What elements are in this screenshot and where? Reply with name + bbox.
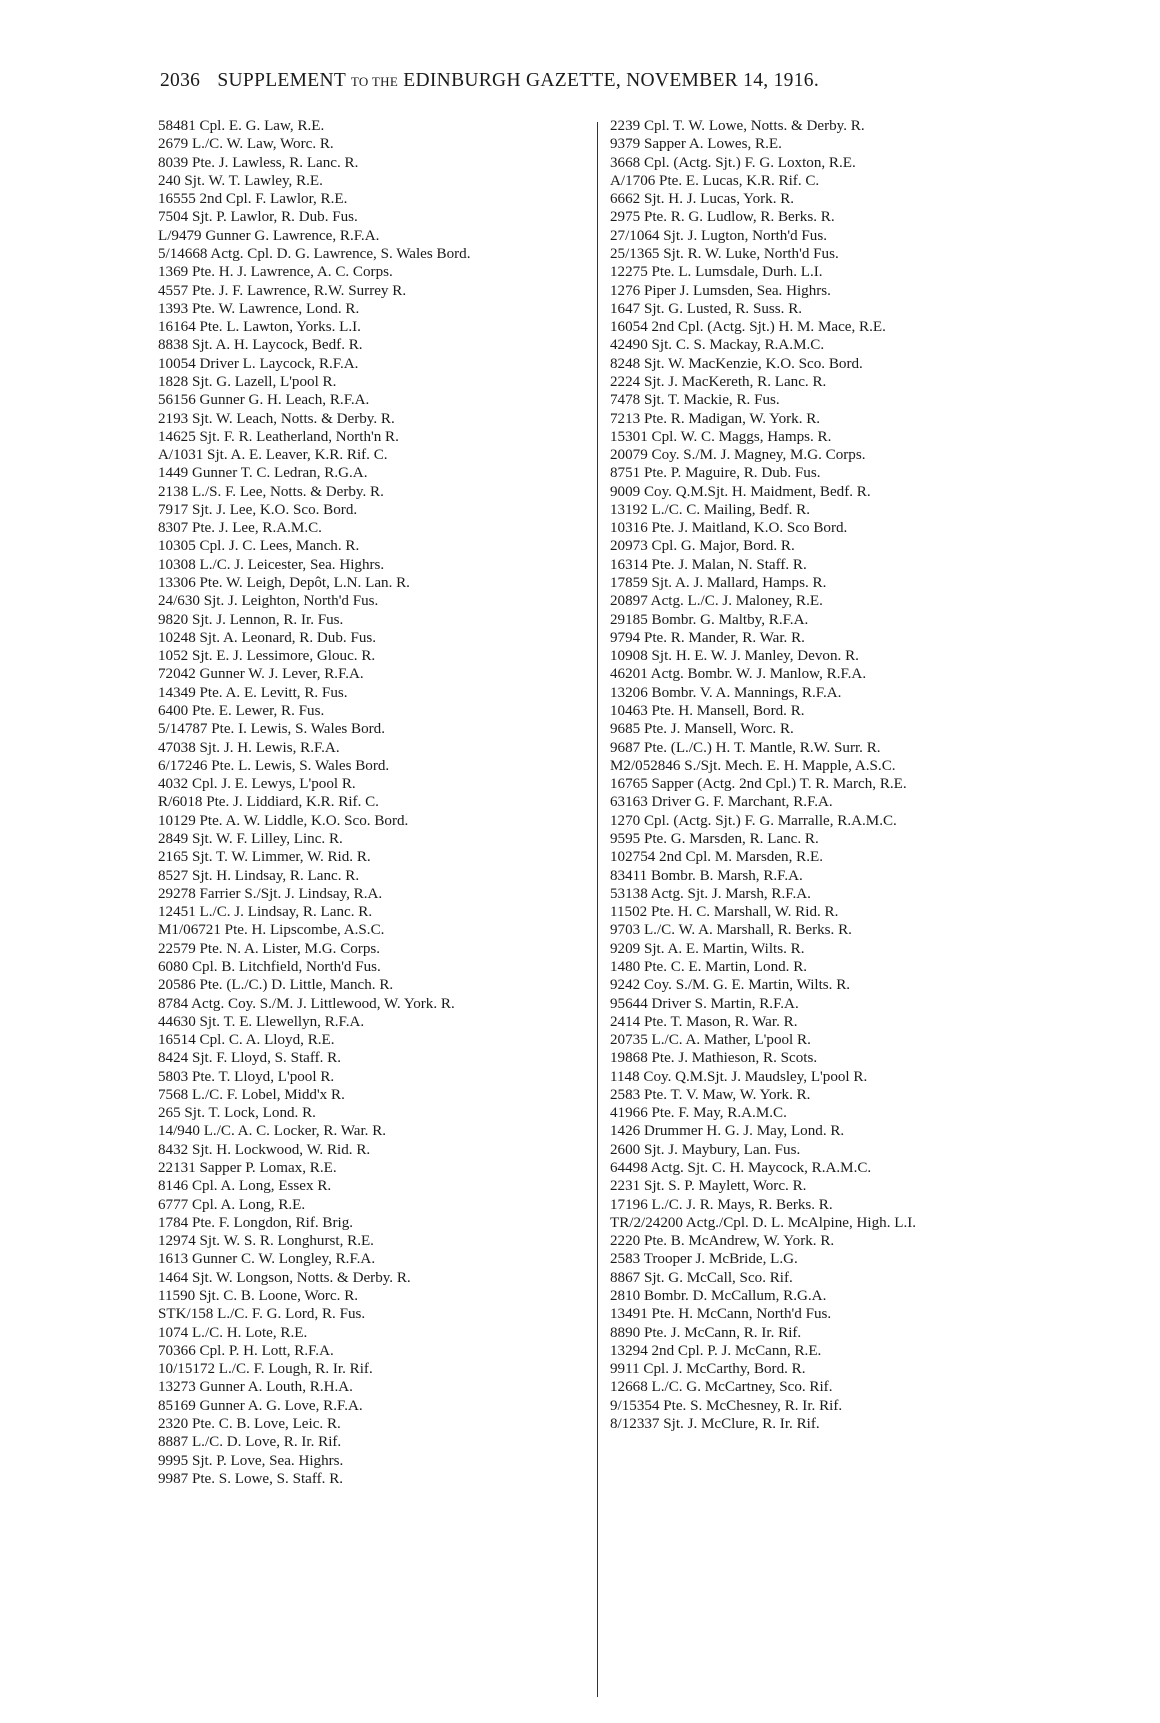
roll-entry: 8146 Cpl. A. Long, Essex R. — [158, 1178, 332, 1195]
roll-entry: 2165 Sjt. T. W. Limmer, W. Rid. R. — [158, 849, 371, 866]
roll-entry: 10305 Cpl. J. C. Lees, Manch. R. — [158, 538, 360, 555]
roll-entry: 16054 2nd Cpl. (Actg. Sjt.) H. M. Mace, R.E. — [610, 319, 886, 336]
roll-entry: 8890 Pte. J. McCann, R. Ir. Rif. — [610, 1324, 802, 1341]
roll-entry: 6080 Cpl. B. Litchfield, North'd Fus. — [158, 958, 381, 975]
roll-entry: L/9479 Gunner G. Lawrence, R.F.A. — [158, 227, 380, 244]
roll-entry: TR/2/24200 Actg./Cpl. D. L. McAlpine, High. L.I. — [610, 1214, 917, 1231]
roll-entry: 8432 Sjt. H. Lockwood, W. Rid. R. — [158, 1141, 371, 1158]
roll-entry: 19868 Pte. J. Mathieson, R. Scots. — [610, 1050, 818, 1067]
roll-entry: 16514 Cpl. C. A. Lloyd, R.E. — [158, 1032, 335, 1049]
roll-entry: 2414 Pte. T. Mason, R. War. R. — [610, 1013, 798, 1030]
roll-entry: 240 Sjt. W. T. Lawley, R.E. — [158, 172, 323, 189]
roll-entry: 2138 L./S. F. Lee, Notts. & Derby. R. — [158, 483, 384, 500]
roll-entry: 2193 Sjt. W. Leach, Notts. & Derby. R. — [158, 410, 395, 427]
roll-entry: 17196 L./C. J. R. Mays, R. Berks. R. — [610, 1196, 833, 1213]
roll-entry: 8527 Sjt. H. Lindsay, R. Lanc. R. — [158, 867, 360, 884]
roll-entry: 22131 Sapper P. Lomax, R.E. — [158, 1160, 337, 1177]
roll-entry: 14349 Pte. A. E. Levitt, R. Fus. — [158, 684, 348, 701]
roll-entry: 10129 Pte. A. W. Liddle, K.O. Sco. Bord. — [158, 812, 409, 829]
roll-entry: 56156 Gunner G. H. Leach, R.F.A. — [158, 392, 370, 409]
roll-entry: M2/052846 S./Sjt. Mech. E. H. Mapple, A.S.C. — [610, 757, 896, 774]
roll-entry: 9987 Pte. S. Lowe, S. Staff. R. — [158, 1470, 344, 1487]
roll-entry: 9242 Coy. S./M. G. E. Martin, Wilts. R. — [610, 977, 851, 994]
supplement-label: SUPPLEMENT — [217, 70, 346, 91]
roll-entry: 53138 Actg. Sjt. J. Marsh, R.F.A. — [610, 885, 811, 902]
roll-entry: 9685 Pte. J. Mansell, Worc. R. — [610, 721, 794, 738]
roll-entry: 2231 Sjt. S. P. Maylett, Worc. R. — [610, 1178, 807, 1195]
roll-entry: 4557 Pte. J. F. Lawrence, R.W. Surrey R. — [158, 282, 407, 299]
roll-entry: 14625 Sjt. F. R. Leatherland, North'n R. — [158, 428, 399, 445]
roll-entry: 2224 Sjt. J. MacKereth, R. Lanc. R. — [610, 373, 827, 390]
roll-entry: 10308 L./C. J. Leicester, Sea. Highrs. — [158, 556, 385, 573]
roll-entry: 6/17246 Pte. L. Lewis, S. Wales Bord. — [158, 757, 390, 774]
roll-entry: 42490 Sjt. C. S. Mackay, R.A.M.C. — [610, 337, 825, 354]
roll-entry: 3668 Cpl. (Actg. Sjt.) F. G. Loxton, R.E. — [610, 154, 856, 171]
roll-entry: 6400 Pte. E. Lewer, R. Fus. — [158, 703, 325, 719]
roll-entry: 29278 Farrier S./Sjt. J. Lindsay, R.A. — [158, 885, 383, 902]
roll-entry: 12974 Sjt. W. S. R. Longhurst, R.E. — [158, 1233, 374, 1250]
roll-entry: 5803 Pte. T. Lloyd, L'pool R. — [158, 1068, 335, 1085]
roll-entry: 20897 Actg. L./C. J. Maloney, R.E. — [610, 593, 823, 610]
roll-entry: 7478 Sjt. T. Mackie, R. Fus. — [610, 392, 780, 409]
column-divider — [597, 122, 598, 1697]
roll-entry: 85169 Gunner A. G. Love, R.F.A. — [158, 1397, 363, 1414]
roll-entry: 58481 Cpl. E. G. Law, R.E. — [158, 118, 325, 134]
roll-entry: 7213 Pte. R. Madigan, W. York. R. — [610, 410, 821, 427]
roll-entry: 10/15172 L./C. F. Lough, R. Ir. Rif. — [158, 1361, 373, 1378]
roll-entry: 46201 Actg. Bombr. W. J. Manlow, R.F.A. — [610, 666, 867, 683]
roll-entry: 13306 Pte. W. Leigh, Depôt, L.N. Lan. R. — [158, 575, 410, 592]
roll-entry: 9209 Sjt. A. E. Martin, Wilts. R. — [610, 940, 805, 957]
roll-entry: R/6018 Pte. J. Liddiard, K.R. Rif. C. — [158, 794, 379, 811]
roll-entry: 1393 Pte. W. Lawrence, Lond. R. — [158, 300, 360, 317]
roll-entry: 1270 Cpl. (Actg. Sjt.) F. G. Marralle, R.A.M.C. — [610, 812, 897, 829]
roll-entry: 1074 L./C. H. Lote, R.E. — [158, 1324, 308, 1341]
roll-entry: 5/14668 Actg. Cpl. D. G. Lawrence, S. Wales Bord. — [158, 245, 471, 262]
roll-entry: 4032 Cpl. J. E. Lewys, L'pool R. — [158, 776, 356, 793]
gazette-title: EDINBURGH GAZETTE, NOVEMBER 14, 1916. — [403, 70, 819, 91]
roll-entry: 16765 Sapper (Actg. 2nd Cpl.) T. R. March, R.E. — [610, 776, 907, 793]
roll-entry: 44630 Sjt. T. E. Llewellyn, R.F.A. — [158, 1013, 365, 1030]
roll-entry: 265 Sjt. T. Lock, Lond. R. — [158, 1105, 316, 1122]
roll-entry: 64498 Actg. Sjt. C. H. Maycock, R.A.M.C. — [610, 1160, 872, 1177]
roll-entry: 9995 Sjt. P. Love, Sea. Highrs. — [158, 1452, 344, 1469]
roll-entry: 13491 Pte. H. McCann, North'd Fus. — [610, 1306, 832, 1323]
roll-entry: 9/15354 Pte. S. McChesney, R. Ir. Rif. — [610, 1397, 843, 1414]
roll-entry: 2810 Bombr. D. McCallum, R.G.A. — [610, 1288, 827, 1304]
roll-entry: 8887 L./C. D. Love, R. Ir. Rif. — [158, 1434, 342, 1451]
roll-entry: 63163 Driver G. F. Marchant, R.F.A. — [610, 794, 833, 811]
roll-entry: 13206 Bombr. V. A. Mannings, R.F.A. — [610, 684, 842, 701]
roll-entry: 8784 Actg. Coy. S./M. J. Littlewood, W. York. R. — [158, 995, 455, 1012]
roll-entry: 22579 Pte. N. A. Lister, M.G. Corps. — [158, 940, 381, 957]
roll-entry: 1784 Pte. F. Longdon, Rif. Brig. — [158, 1214, 354, 1231]
roll-entry: 14/940 L./C. A. C. Locker, R. War. R. — [158, 1123, 387, 1140]
roll-entry: 9911 Cpl. J. McCarthy, Bord. R. — [610, 1361, 806, 1378]
roll-entry: 1426 Drummer H. G. J. May, Lond. R. — [610, 1123, 845, 1140]
roll-entry: 7504 Sjt. P. Lawlor, R. Dub. Fus. — [158, 209, 358, 226]
roll-entry: 8307 Pte. J. Lee, R.A.M.C. — [158, 520, 322, 537]
roll-entry: 1276 Piper J. Lumsden, Sea. Highrs. — [610, 282, 831, 299]
roll-entry: 24/630 Sjt. J. Leighton, North'd Fus. — [158, 593, 379, 610]
roll-entry: 2583 Trooper J. McBride, L.G. — [610, 1251, 798, 1268]
roll-entry: 8751 Pte. P. Maguire, R. Dub. Fus. — [610, 465, 821, 482]
roll-entry: 102754 2nd Cpl. M. Marsden, R.E. — [610, 849, 823, 866]
roll-entry: 12451 L./C. J. Lindsay, R. Lanc. R. — [158, 904, 373, 921]
roll-entry: 9009 Coy. Q.M.Sjt. H. Maidment, Bedf. R. — [610, 483, 871, 500]
left-column — [158, 117, 588, 1488]
roll-entry: 72042 Gunner W. J. Lever, R.F.A. — [158, 666, 364, 683]
roll-entry: 9820 Sjt. J. Lennon, R. Ir. Fus. — [158, 611, 344, 628]
roll-entry: 16555 2nd Cpl. F. Lawlor, R.E. — [158, 191, 348, 208]
roll-entry: 25/1365 Sjt. R. W. Luke, North'd Fus. — [610, 245, 839, 262]
roll-entry: 1480 Pte. C. E. Martin, Lond. R. — [610, 958, 808, 975]
roll-entry: 8039 Pte. J. Lawless, R. Lanc. R. — [158, 154, 359, 171]
roll-entry: 15301 Cpl. W. C. Maggs, Hamps. R. — [610, 428, 832, 445]
roll-entry: 10316 Pte. J. Maitland, K.O. Sco Bord. — [610, 520, 848, 537]
roll-entry: 20586 Pte. (L./C.) D. Little, Manch. R. — [158, 977, 394, 994]
right-column — [610, 117, 1035, 1433]
roll-entry: 1464 Sjt. W. Longson, Notts. & Derby. R. — [158, 1269, 411, 1286]
roll-entry: 2320 Pte. C. B. Love, Leic. R. — [158, 1415, 341, 1432]
roll-entry: 7568 L./C. F. Lobel, Midd'x R. — [158, 1086, 345, 1103]
roll-entry: 13273 Gunner A. Louth, R.H.A. — [158, 1379, 353, 1396]
roll-entry: 2583 Pte. T. V. Maw, W. York. R. — [610, 1086, 811, 1103]
roll-entry: 8867 Sjt. G. McCall, Sco. Rif. — [610, 1269, 793, 1286]
roll-entry: 9595 Pte. G. Marsden, R. Lanc. R. — [610, 830, 819, 847]
roll-entry: 10248 Sjt. A. Leonard, R. Dub. Fus. — [158, 629, 377, 646]
roll-entry: 6777 Cpl. A. Long, R.E. — [158, 1196, 306, 1213]
roll-entry: 70366 Cpl. P. H. Lott, R.F.A. — [158, 1342, 334, 1359]
roll-entry: 10908 Sjt. H. E. W. J. Manley, Devon. R. — [610, 648, 859, 665]
roll-entry: 47038 Sjt. J. H. Lewis, R.F.A. — [158, 739, 340, 756]
roll-entry: 1828 Sjt. G. Lazell, L'pool R. — [158, 373, 337, 390]
roll-entry: 1148 Coy. Q.M.Sjt. J. Maudsley, L'pool R. — [610, 1068, 868, 1085]
roll-entry: 2239 Cpl. T. W. Lowe, Notts. & Derby. R. — [610, 118, 865, 134]
roll-entry: 10054 Driver L. Laycock, R.F.A. — [158, 355, 359, 372]
roll-entry: 17859 Sjt. A. J. Mallard, Hamps. R. — [610, 575, 827, 592]
roll-entry: 7917 Sjt. J. Lee, K.O. Sco. Bord. — [158, 501, 358, 518]
roll-entry: STK/158 L./C. F. G. Lord, R. Fus. — [158, 1306, 366, 1323]
roll-entry: 9379 Sapper A. Lowes, R.E. — [610, 136, 782, 153]
roll-entry: 16164 Pte. L. Lawton, Yorks. L.I. — [158, 319, 361, 336]
roll-entry: A/1031 Sjt. A. E. Leaver, K.R. Rif. C. — [158, 447, 388, 464]
roll-entry: 41966 Pte. F. May, R.A.M.C. — [610, 1105, 787, 1122]
roll-entry: 20079 Coy. S./M. J. Magney, M.G. Corps. — [610, 447, 866, 464]
roll-entry: 12668 L./C. G. McCartney, Sco. Rif. — [610, 1379, 833, 1396]
roll-entry: 10463 Pte. H. Mansell, Bord. R. — [610, 703, 805, 719]
roll-entry: 5/14787 Pte. I. Lewis, S. Wales Bord. — [158, 721, 385, 738]
roll-entry: 2975 Pte. R. G. Ludlow, R. Berks. R. — [610, 209, 835, 226]
roll-entry: 8838 Sjt. A. H. Laycock, Bedf. R. — [158, 337, 363, 354]
roll-entry: M1/06721 Pte. H. Lipscombe, A.S.C. — [158, 922, 385, 939]
roll-entry: 8424 Sjt. F. Lloyd, S. Staff. R. — [158, 1050, 342, 1067]
roll-entry: 9687 Pte. (L./C.) H. T. Mantle, R.W. Surr. R. — [610, 739, 881, 756]
roll-entry: 11502 Pte. H. C. Marshall, W. Rid. R. — [610, 904, 839, 921]
roll-entry: 1369 Pte. H. J. Lawrence, A. C. Corps. — [158, 264, 393, 281]
roll-entry: 2679 L./C. W. Law, Worc. R. — [158, 136, 334, 153]
roll-entry: 1052 Sjt. E. J. Lessimore, Glouc. R. — [158, 648, 376, 665]
roll-entry: 20973 Cpl. G. Major, Bord. R. — [610, 538, 795, 555]
roll-entry: 95644 Driver S. Martin, R.F.A. — [610, 995, 799, 1012]
roll-entry: 27/1064 Sjt. J. Lugton, North'd Fus. — [610, 227, 827, 244]
roll-entry: 9794 Pte. R. Mander, R. War. R. — [610, 629, 805, 646]
roll-entry: 6662 Sjt. H. J. Lucas, York. R. — [610, 191, 795, 208]
roll-entry: 9703 L./C. W. A. Marshall, R. Berks. R. — [610, 922, 852, 939]
roll-entry: 11590 Sjt. C. B. Loone, Worc. R. — [158, 1288, 359, 1304]
page-header — [160, 70, 819, 92]
roll-entry: A/1706 Pte. E. Lucas, K.R. Rif. C. — [610, 172, 820, 189]
roll-entry: 12275 Pte. L. Lumsdale, Durh. L.I. — [610, 264, 823, 281]
roll-entry: 1449 Gunner T. C. Ledran, R.G.A. — [158, 465, 368, 482]
roll-entry: 2220 Pte. B. McAndrew, W. York. R. — [610, 1233, 835, 1250]
roll-entry: 1647 Sjt. G. Lusted, R. Suss. R. — [610, 300, 803, 317]
roll-entry: 83411 Bombr. B. Marsh, R.F.A. — [610, 867, 803, 884]
roll-entry: 2600 Sjt. J. Maybury, Lan. Fus. — [610, 1141, 801, 1158]
roll-entry: 8/12337 Sjt. J. McClure, R. Ir. Rif. — [610, 1415, 820, 1432]
roll-entry: 13294 2nd Cpl. P. J. McCann, R.E. — [610, 1342, 822, 1359]
roll-entry: 20735 L./C. A. Mather, L'pool R. — [610, 1032, 811, 1049]
roll-entry: 29185 Bombr. G. Maltby, R.F.A. — [610, 611, 809, 628]
to-the-label: TO THE — [350, 74, 399, 89]
roll-entry: 16314 Pte. J. Malan, N. Staff. R. — [610, 556, 807, 573]
roll-entry: 13192 L./C. C. Mailing, Bedf. R. — [610, 501, 810, 518]
page-number: 2036 — [160, 70, 201, 91]
roll-entry: 1613 Gunner C. W. Longley, R.F.A. — [158, 1251, 376, 1268]
roll-entry: 8248 Sjt. W. MacKenzie, K.O. Sco. Bord. — [610, 355, 863, 372]
roll-entry: 2849 Sjt. W. F. Lilley, Linc. R. — [158, 830, 343, 847]
